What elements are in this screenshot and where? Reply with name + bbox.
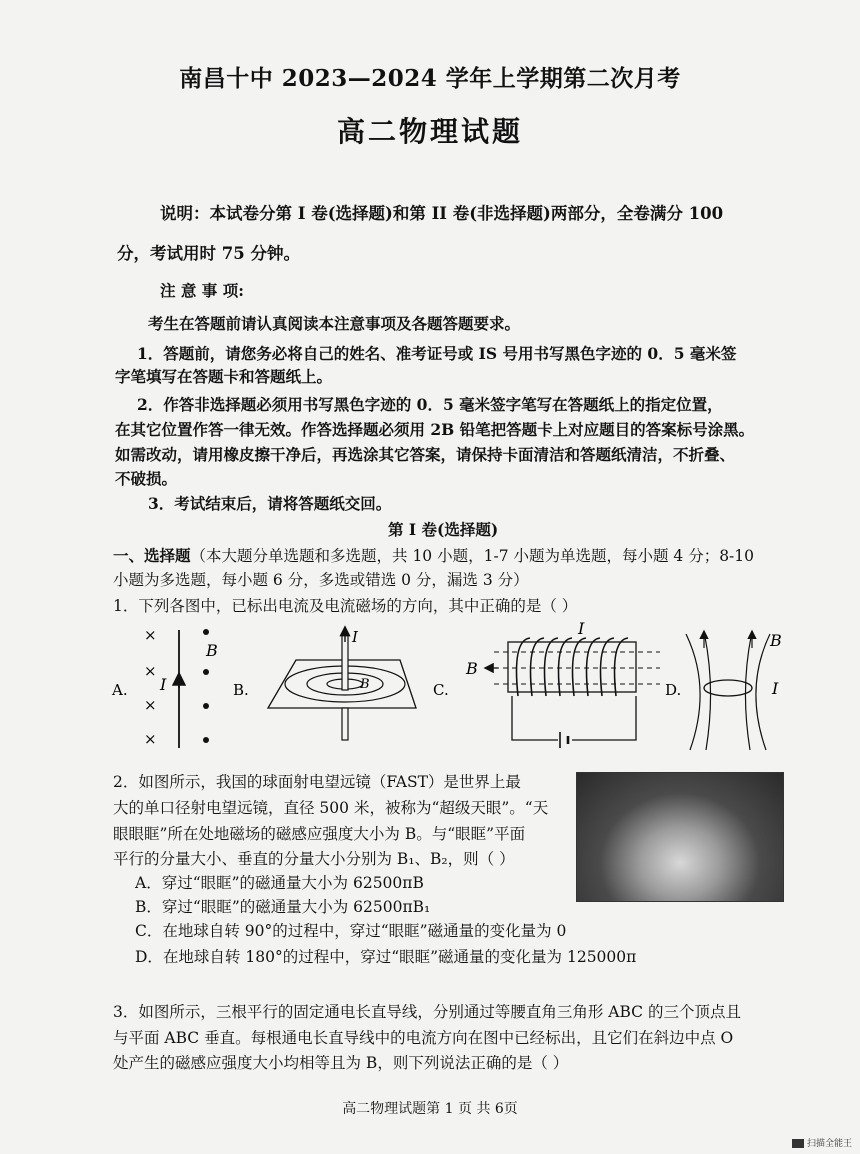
option-c-coil xyxy=(517,638,629,696)
coil-turn xyxy=(559,638,573,696)
field-line xyxy=(686,634,700,750)
question-2-line-2: 大的单口径射电望远镜，直径 500 米，被称为“超级天眼”。“天 xyxy=(113,799,549,817)
section-1-heading-line-2: 小题为多选题，每小题 6 分，多选或错选 0 分，漏选 3 分） xyxy=(113,571,529,589)
cross-mark: × xyxy=(144,730,157,748)
page-footer: 高二物理试题第 1 页 共 6页 xyxy=(342,1101,518,1117)
coil-turn xyxy=(517,638,531,696)
coil-turn xyxy=(615,638,629,696)
question-3-line-3: 处产生的磁感应强度大小均相等且为 B，则下列说法正确的是（ ） xyxy=(113,1054,569,1072)
note-2-line-c: 如需改动，请用橡皮擦干净后，再选涂其它答案，请保持卡面清洁和答题纸清洁，不折叠、 xyxy=(115,445,736,464)
coil-turn xyxy=(587,638,601,696)
option-a-field-label: B xyxy=(206,641,218,660)
coil-turn xyxy=(601,638,615,696)
scanner-watermark-text: 扫描全能王 xyxy=(806,1139,852,1149)
option-b-current-label: I xyxy=(352,628,358,646)
notes-title: 注 意 事 项: xyxy=(160,281,244,300)
option-b-label: B. xyxy=(233,681,249,699)
note-2-line-d: 不破损。 xyxy=(115,469,178,488)
intro-line-1: 说明：本试卷分第 I 卷(选择题)和第 II 卷(非选择题)两部分，全卷满分 100 xyxy=(160,204,724,223)
option-c-field-lines xyxy=(494,652,660,684)
cross-mark: × xyxy=(144,626,157,644)
question-3-line-2: 与平面 ABC 垂直。每根通电长直导线中的电流方向在图中已经标出，且它们在斜边中点 O xyxy=(113,1029,734,1047)
option-d-current-label: I xyxy=(772,679,779,698)
option-b-wire-lower xyxy=(342,708,348,740)
question-2-line-4: 平行的分量大小、垂直的分量大小分别为 B₁、B₂，则（ ） xyxy=(113,850,515,868)
option-c-field-label: B xyxy=(466,659,478,678)
note-2-line-b: 在其它位置作答一律无效。作答选择题必须用 2B 铅笔把答题卡上对应题目的答案标号涂黑。 xyxy=(115,420,755,439)
scanner-watermark xyxy=(792,1136,852,1149)
fast-telescope-photo xyxy=(576,772,784,902)
school-exam-title: 南昌十中 2023—2024 学年上学期第二次月考 xyxy=(179,65,681,92)
dot-mark xyxy=(203,629,209,635)
option-b-field-label: B xyxy=(360,677,370,692)
question-1-figures xyxy=(100,620,800,760)
question-2-line-1: 2．如图所示，我国的球面射电望远镜（FAST）是世界上最 xyxy=(113,773,521,791)
question-3-line-1: 3．如图所示，三根平行的固定通电长直导线，分别通过等腰直角三角形 ABC 的三个顶点且 xyxy=(113,1003,741,1021)
option-a-current-label: I xyxy=(160,675,167,694)
coil-turn xyxy=(573,638,587,696)
option-d-current-loop xyxy=(704,680,752,696)
note-1-line-a: 1．答题前，请您务必将自己的姓名、准考证号或 IS 号用书写黑色字迹的 0．5 毫米签 xyxy=(137,344,737,363)
subject-title: 高二物理试题 xyxy=(336,115,523,148)
question-2-option-d: D．在地球自转 180°的过程中，穿过“眼眶”磁通量的变化量为 125000π xyxy=(135,948,637,966)
notes-lead: 考生在答题前请认真阅读本注意事项及各题答题要求。 xyxy=(148,314,521,333)
question-2-option-b: B．穿过“眼眶”的磁通量大小为 62500πB₁ xyxy=(135,898,431,916)
option-c-current-label: I xyxy=(578,620,585,638)
section-1-heading xyxy=(113,544,754,566)
option-c-circuit-right xyxy=(572,696,636,740)
question-1-stem: 1．下列各图中，已标出电流及电流磁场的方向，其中正确的是（ ） xyxy=(113,597,578,615)
question-2-option-c: C．在地球自转 90°的过程中，穿过“眼眶”磁通量的变化量为 0 xyxy=(135,922,567,940)
dot-mark xyxy=(203,703,209,709)
cross-mark: × xyxy=(144,696,157,714)
section-1-heading-label: 一、选择题 xyxy=(113,546,191,565)
cross-mark: × xyxy=(144,662,157,680)
option-d-field-label: B xyxy=(770,631,782,650)
field-line xyxy=(756,634,770,750)
section-1-heading-detail: （本大题分单选题和多选题，共 10 小题，1-7 小题为单选题，每小题 4 分；8-10 xyxy=(190,547,755,565)
note-2-line-a: 2．作答非选择题必须用书写黑色字迹的 0．5 毫米签字笔写在答题纸上的指定位置， xyxy=(137,395,723,414)
option-c-circuit-left xyxy=(512,696,558,740)
section-1-title: 第 I 卷(选择题) xyxy=(388,520,499,539)
note-3: 3．考试结束后，请将答题纸交回。 xyxy=(148,494,392,513)
question-1-figure-svg xyxy=(100,620,800,760)
intro-line-2: 分，考试用时 75 分钟。 xyxy=(117,244,300,263)
dot-mark xyxy=(203,669,209,675)
question-2-line-3: 眼眼眶”所在处地磁场的磁感应强度大小为 B。与“眼眶”平面 xyxy=(113,825,526,843)
option-a-label: A. xyxy=(112,681,128,699)
option-c-label: C. xyxy=(433,681,449,699)
option-d-field-lines xyxy=(686,632,770,750)
option-a-crosses xyxy=(144,626,157,748)
note-1-line-b: 字笔填写在答题卡和答题纸上。 xyxy=(115,367,333,386)
option-d-label: D. xyxy=(665,681,682,699)
option-b-wire xyxy=(342,634,348,690)
question-2-option-a: A．穿过“眼眶”的磁通量大小为 62500πB xyxy=(135,874,424,892)
coil-turn xyxy=(531,638,545,696)
coil-turn xyxy=(545,638,559,696)
scanner-logo-icon xyxy=(792,1139,804,1148)
dot-mark xyxy=(203,737,209,743)
